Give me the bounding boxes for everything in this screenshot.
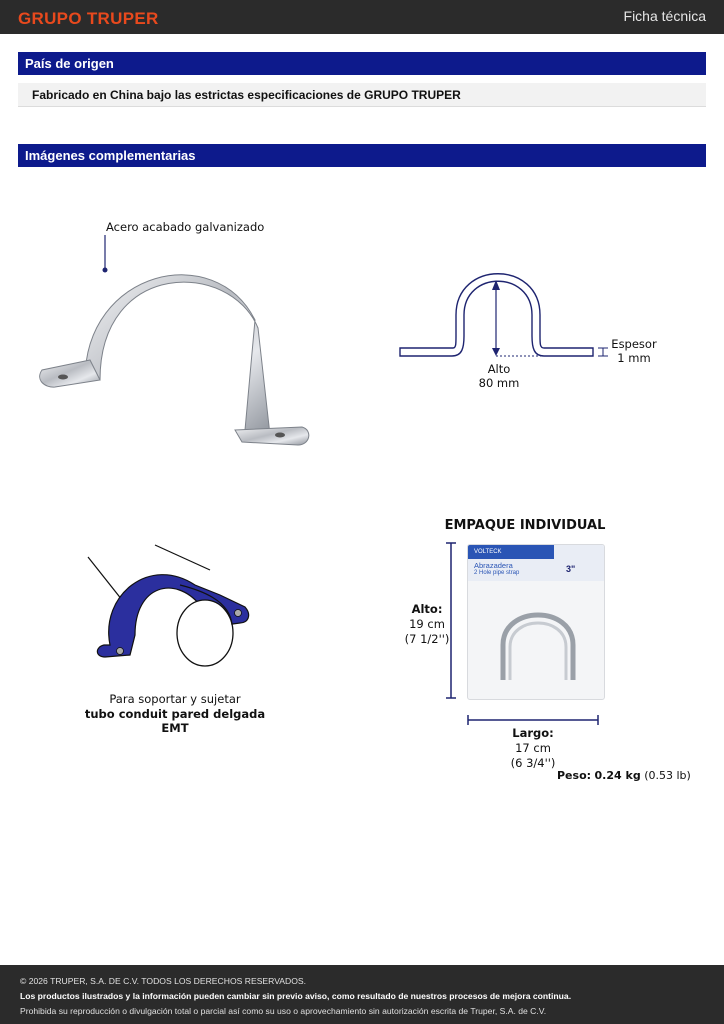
footer-prohibition: Prohibida su reproducción o divulgación total o parcial así como su uso o aprovechamiento sin autorización escrita de Truper, S.A. de C.V. <box>20 1006 547 1016</box>
package-height-cm: 19 cm <box>409 617 445 631</box>
package-product: Abrazadera <box>474 561 513 570</box>
origin-text: Fabricado en China bajo las estrictas especificaciones de GRUPO TRUPER <box>18 83 706 107</box>
package-height-in: (7 1/2'') <box>404 632 450 646</box>
package-image <box>467 544 605 700</box>
package-height-label: Alto: <box>411 602 443 616</box>
package-strap-icon <box>498 605 578 685</box>
package-length-cm: 17 cm <box>515 741 551 755</box>
images-section-title: Imágenes complementarias <box>18 144 706 167</box>
weight-label: Peso: <box>557 769 592 782</box>
galvanized-strap-image <box>30 230 320 450</box>
weight-lb: (0.53 lb) <box>644 769 691 782</box>
weight-kg: 0.24 kg <box>594 769 641 782</box>
package-title: EMPAQUE INDIVIDUAL <box>444 518 606 533</box>
document-type: Ficha técnica <box>623 8 706 24</box>
brand-logo: GRUPO TRUPER <box>18 9 159 28</box>
package-brand: VOLTECK <box>468 545 554 559</box>
profile-diagram <box>398 270 618 370</box>
package-product-en: 2 Hole pipe strap <box>474 570 520 576</box>
height-value: 80 mm <box>478 376 520 390</box>
height-label: Alto <box>487 362 511 376</box>
footer-notice: Los productos ilustrados y la información pueden cambiar sin previo aviso, como resultado de nuestros procesos de mejora continua. <box>20 991 572 1001</box>
usage-line-1: Para soportar y sujetar <box>109 692 241 706</box>
finish-label: Acero acabado galvanizado <box>106 220 265 234</box>
footer-copyright: © 2026 TRUPER, S.A. DE C.V. TODOS LOS DERECHOS RESERVADOS. <box>20 976 307 986</box>
top-bar <box>0 0 724 34</box>
package-length-dimension <box>468 713 600 727</box>
thickness-label: Espesor <box>611 337 657 351</box>
footer <box>0 965 724 1024</box>
package-size: 3" <box>566 564 576 574</box>
usage-line-2: tubo conduit pared delgada EMT <box>84 707 266 735</box>
package-length-in: (6 3/4'') <box>510 756 556 770</box>
emt-conduit-illustration <box>80 545 260 670</box>
thickness-value: 1 mm <box>617 351 651 365</box>
package-length-label: Largo: <box>512 726 554 740</box>
package-weight <box>557 769 691 782</box>
origin-section-title: País de origen <box>18 52 706 75</box>
